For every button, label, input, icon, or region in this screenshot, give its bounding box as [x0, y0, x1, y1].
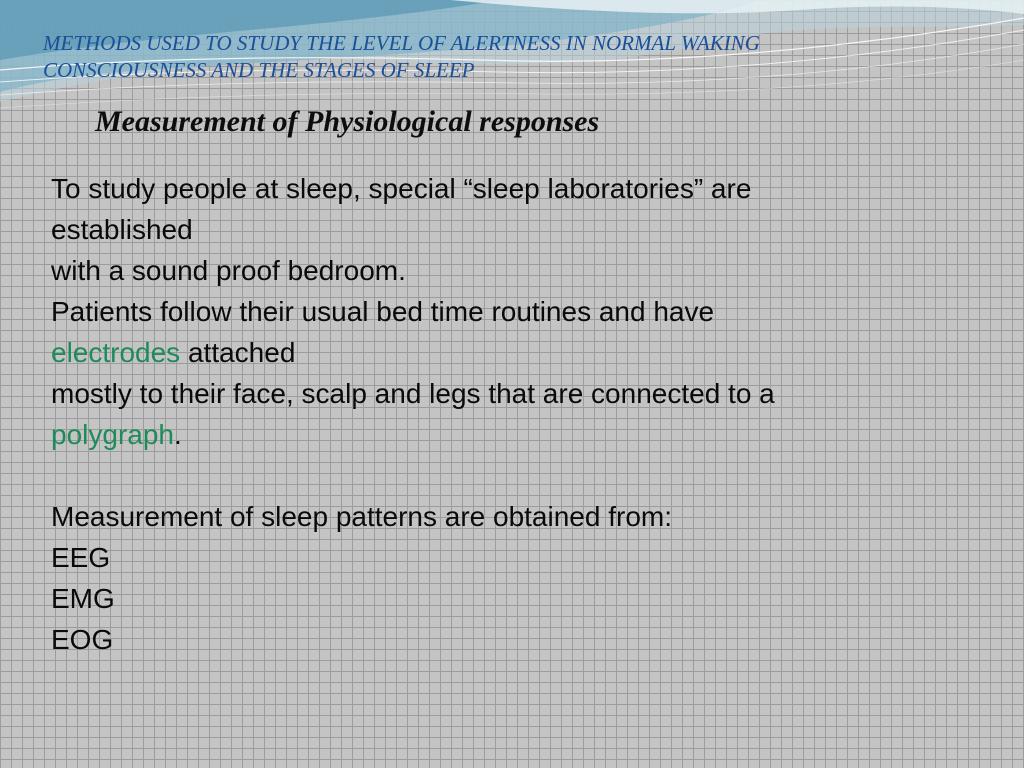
- body-line-6: mostly to their face, scalp and legs that are connected to a: [51, 378, 775, 409]
- body-line-7-rest: .: [173, 419, 182, 450]
- slide-title: [43, 30, 1003, 84]
- slide-title-line-1: METHODS USED TO STUDY THE LEVEL OF ALERTNESS IN NORMAL WAKING: [43, 31, 760, 55]
- measurement-item-eog: EOG: [51, 624, 114, 655]
- body-line-1: To study people at sleep, special “sleep laboratories” are: [51, 173, 752, 204]
- slide-body: [51, 168, 1001, 660]
- measurement-item-emg: EMG: [51, 583, 115, 614]
- electrodes-term: electrodes: [51, 337, 181, 368]
- body-line-3: with a sound proof bedroom.: [51, 255, 406, 286]
- polygraph-term: polygraph: [51, 419, 174, 450]
- measurement-intro: Measurement of sleep patterns are obtained from:: [51, 501, 673, 532]
- body-line-2: established: [51, 214, 193, 245]
- body-line-5-rest: attached: [180, 337, 296, 368]
- body-line-7: [51, 414, 1001, 455]
- slide-title-line-2: CONSCIOUSNESS AND THE STAGES OF SLEEP: [43, 58, 475, 82]
- measurement-item-eeg: EEG: [51, 542, 111, 573]
- paragraph-spacer: [51, 455, 1001, 496]
- body-line-5: [51, 332, 1001, 373]
- body-line-4: Patients follow their usual bed time routines and have: [51, 296, 715, 327]
- slide-subtitle: Measurement of Physiological responses: [95, 105, 600, 138]
